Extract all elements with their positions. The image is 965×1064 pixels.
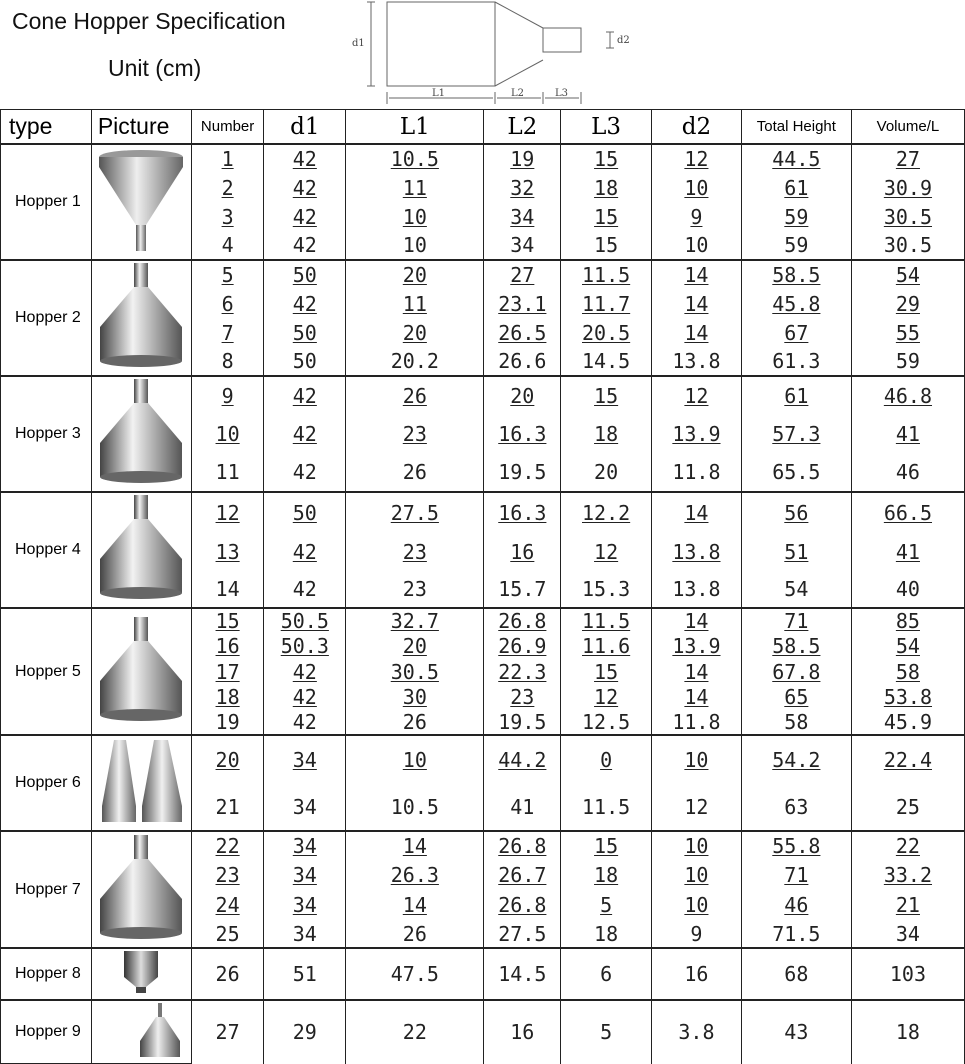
- cell-l1: 26: [346, 920, 484, 948]
- cell-l1: 20.2: [346, 347, 484, 376]
- cell-l1: 23: [346, 571, 484, 608]
- cell-total-height: 57.3: [741, 414, 851, 453]
- cell-d2: 14: [652, 319, 742, 348]
- cell-volume: 22: [851, 831, 964, 860]
- cell-l1: 14: [346, 831, 484, 860]
- cell-total-height: 58.5: [741, 633, 851, 659]
- cell-volume: 21: [851, 890, 964, 920]
- cell-d1: 34: [264, 890, 346, 920]
- cell-l1: 26.3: [346, 860, 484, 890]
- cell-l2: 34: [484, 232, 561, 260]
- cell-d2: 12: [652, 144, 742, 173]
- cell-l1: 26: [346, 454, 484, 492]
- cell-l1: 27.5: [346, 492, 484, 532]
- cell-number: 9: [191, 376, 264, 414]
- table-row: [1, 1000, 965, 1064]
- d1-label: d1: [352, 38, 365, 49]
- cell-d1: 50: [264, 260, 346, 289]
- cell-l3: 18: [561, 173, 652, 202]
- cell-l1: 20: [346, 319, 484, 348]
- cell-l3: 15: [561, 203, 652, 232]
- cell-volume: 46: [851, 454, 964, 492]
- cell-volume: 30.5: [851, 232, 964, 260]
- cell-l1: 20: [346, 633, 484, 659]
- cell-number: 22: [191, 831, 264, 860]
- col-number: Number: [191, 110, 264, 145]
- hopper-type-label: Hopper 5: [1, 608, 92, 735]
- cell-number: 13: [191, 532, 264, 570]
- cell-total-height: 54.2: [741, 735, 851, 783]
- cell-d2: 10: [652, 735, 742, 783]
- cell-l2: 26.9: [484, 633, 561, 659]
- cell-volume: 46.8: [851, 376, 964, 414]
- cell-l1: 30.5: [346, 659, 484, 684]
- cell-l2: 20: [484, 376, 561, 414]
- col-d1: d1: [264, 110, 346, 145]
- table-row: [1, 144, 965, 173]
- cell-l3: 15.3: [561, 571, 652, 608]
- cell-total-height: 59: [741, 203, 851, 232]
- cell-l2: 26.5: [484, 319, 561, 348]
- cone-hopper-icon: [91, 831, 191, 948]
- col-l3: L3: [561, 110, 652, 145]
- hopper-type-label: Hopper 4: [1, 492, 92, 608]
- cell-l3: 14.5: [561, 347, 652, 376]
- cell-d2: 10: [652, 173, 742, 202]
- cell-volume: 45.9: [851, 710, 964, 735]
- cell-l3: 12.2: [561, 492, 652, 532]
- cell-d2: 11.8: [652, 710, 742, 735]
- cell-d2: 12: [652, 783, 742, 831]
- cell-l1: 26: [346, 710, 484, 735]
- cell-l1: 22: [346, 1000, 484, 1064]
- cell-volume: 29: [851, 289, 964, 319]
- cell-l3: 18: [561, 920, 652, 948]
- cell-d2: 16: [652, 948, 742, 1000]
- cell-d1: 50.5: [264, 608, 346, 633]
- cell-d1: 51: [264, 948, 346, 1000]
- hopper-type-label: Hopper 6: [1, 735, 92, 831]
- cell-number: 20: [191, 735, 264, 783]
- spec-table-body: [1, 144, 965, 1064]
- cell-l2: 14.5: [484, 948, 561, 1000]
- cell-number: 8: [191, 347, 264, 376]
- cell-l2: 41: [484, 783, 561, 831]
- cell-l1: 10.5: [346, 783, 484, 831]
- cell-number: 16: [191, 633, 264, 659]
- cell-l3: 11.5: [561, 260, 652, 289]
- cell-d1: 42: [264, 173, 346, 202]
- cell-l3: 20: [561, 454, 652, 492]
- cell-number: 2: [191, 173, 264, 202]
- cell-total-height: 61: [741, 173, 851, 202]
- cell-l2: 44.2: [484, 735, 561, 783]
- cell-total-height: 71: [741, 860, 851, 890]
- spec-table: [0, 109, 965, 1064]
- hopper-type-label: Hopper 2: [1, 260, 92, 376]
- cell-l3: 15: [561, 376, 652, 414]
- cell-l1: 47.5: [346, 948, 484, 1000]
- cell-d2: 12: [652, 376, 742, 414]
- hopper-type-label: Hopper 9: [1, 1000, 92, 1064]
- cell-total-height: 58: [741, 710, 851, 735]
- cell-d1: 50: [264, 492, 346, 532]
- cell-d2: 9: [652, 920, 742, 948]
- cell-d2: 10: [652, 831, 742, 860]
- cell-l3: 0: [561, 735, 652, 783]
- table-row: [1, 260, 965, 289]
- cell-l1: 30: [346, 684, 484, 710]
- cell-total-height: 67: [741, 319, 851, 348]
- cell-total-height: 51: [741, 532, 851, 570]
- cell-volume: 59: [851, 347, 964, 376]
- cell-volume: 41: [851, 532, 964, 570]
- cell-volume: 34: [851, 920, 964, 948]
- cell-number: 12: [191, 492, 264, 532]
- cell-l2: 19.5: [484, 454, 561, 492]
- cell-l3: 20.5: [561, 319, 652, 348]
- cell-l2: 26.8: [484, 608, 561, 633]
- cell-total-height: 68: [741, 948, 851, 1000]
- cell-l1: 11: [346, 173, 484, 202]
- tall-funnel-icon: [91, 144, 191, 260]
- cell-l1: 32.7: [346, 608, 484, 633]
- col-l2: L2: [484, 110, 561, 145]
- cell-number: 27: [191, 1000, 264, 1064]
- col-total-height: Total Height: [741, 110, 851, 145]
- cell-d1: 34: [264, 735, 346, 783]
- cell-total-height: 43: [741, 1000, 851, 1064]
- cell-total-height: 59: [741, 232, 851, 260]
- hopper-dimension-diagram: [345, 0, 645, 108]
- l3-label: L3: [555, 88, 569, 99]
- cell-total-height: 45.8: [741, 289, 851, 319]
- d2-label: d2: [617, 35, 630, 46]
- cell-l2: 19.5: [484, 710, 561, 735]
- cell-d2: 10: [652, 232, 742, 260]
- cell-d1: 50: [264, 319, 346, 348]
- table-row: [1, 376, 965, 414]
- cell-d2: 14: [652, 289, 742, 319]
- cell-l2: 27: [484, 260, 561, 289]
- cell-l1: 10: [346, 232, 484, 260]
- cell-number: 11: [191, 454, 264, 492]
- cell-d2: 13.8: [652, 347, 742, 376]
- cell-volume: 41: [851, 414, 964, 453]
- cell-d2: 9: [652, 203, 742, 232]
- col-d2: d2: [652, 110, 742, 145]
- cell-volume: 66.5: [851, 492, 964, 532]
- cell-total-height: 65.5: [741, 454, 851, 492]
- cell-d2: 3.8: [652, 1000, 742, 1064]
- cell-l2: 26.8: [484, 890, 561, 920]
- cell-number: 18: [191, 684, 264, 710]
- cell-l2: 16.3: [484, 492, 561, 532]
- header-row: [1, 110, 965, 145]
- cell-l3: 11.5: [561, 608, 652, 633]
- cell-volume: 54: [851, 260, 964, 289]
- table-row: [1, 608, 965, 633]
- cell-l2: 26.8: [484, 831, 561, 860]
- cell-d2: 13.9: [652, 633, 742, 659]
- cell-l2: 32: [484, 173, 561, 202]
- cell-d1: 42: [264, 571, 346, 608]
- cell-d1: 34: [264, 831, 346, 860]
- cell-total-height: 61: [741, 376, 851, 414]
- cell-l3: 12: [561, 532, 652, 570]
- cell-total-height: 71.5: [741, 920, 851, 948]
- cell-d1: 42: [264, 684, 346, 710]
- cell-total-height: 65: [741, 684, 851, 710]
- cell-l1: 14: [346, 890, 484, 920]
- cell-number: 23: [191, 860, 264, 890]
- cell-volume: 22.4: [851, 735, 964, 783]
- cell-l3: 6: [561, 948, 652, 1000]
- cell-l1: 23: [346, 414, 484, 453]
- cell-l1: 10.5: [346, 144, 484, 173]
- cell-number: 21: [191, 783, 264, 831]
- cell-d1: 42: [264, 203, 346, 232]
- cell-l2: 19: [484, 144, 561, 173]
- cell-number: 17: [191, 659, 264, 684]
- hopper-type-label: Hopper 3: [1, 376, 92, 492]
- cell-total-height: 44.5: [741, 144, 851, 173]
- cell-number: 3: [191, 203, 264, 232]
- l1-label: L1: [432, 88, 446, 99]
- table-row: [1, 492, 965, 532]
- cell-d1: 34: [264, 783, 346, 831]
- cell-d1: 42: [264, 144, 346, 173]
- cell-total-height: 61.3: [741, 347, 851, 376]
- cell-volume: 103: [851, 948, 964, 1000]
- cell-d1: 42: [264, 454, 346, 492]
- cell-number: 10: [191, 414, 264, 453]
- cell-total-height: 71: [741, 608, 851, 633]
- cone-hopper-icon: [91, 376, 191, 492]
- cell-total-height: 46: [741, 890, 851, 920]
- unit-label: Unit (cm): [108, 55, 202, 81]
- cell-l1: 10: [346, 203, 484, 232]
- cell-l3: 5: [561, 890, 652, 920]
- cell-l3: 12: [561, 684, 652, 710]
- cell-d1: 42: [264, 289, 346, 319]
- cell-d2: 11.8: [652, 454, 742, 492]
- cell-l3: 18: [561, 860, 652, 890]
- cell-d1: 42: [264, 414, 346, 453]
- cell-d2: 14: [652, 260, 742, 289]
- cell-d2: 14: [652, 659, 742, 684]
- cell-number: 4: [191, 232, 264, 260]
- cell-d2: 14: [652, 608, 742, 633]
- cell-l2: 16: [484, 1000, 561, 1064]
- cell-volume: 40: [851, 571, 964, 608]
- cell-l1: 10: [346, 735, 484, 783]
- cell-d1: 34: [264, 920, 346, 948]
- cell-l1: 23: [346, 532, 484, 570]
- cell-volume: 18: [851, 1000, 964, 1064]
- cell-l2: 15.7: [484, 571, 561, 608]
- cell-volume: 33.2: [851, 860, 964, 890]
- cell-volume: 54: [851, 633, 964, 659]
- cell-number: 25: [191, 920, 264, 948]
- cell-volume: 85: [851, 608, 964, 633]
- cell-l2: 23.1: [484, 289, 561, 319]
- cell-d2: 14: [652, 684, 742, 710]
- table-row: [1, 948, 965, 1000]
- cell-number: 6: [191, 289, 264, 319]
- cell-volume: 30.9: [851, 173, 964, 202]
- cell-d1: 50: [264, 347, 346, 376]
- cone-hopper-icon: [91, 492, 191, 608]
- cell-volume: 55: [851, 319, 964, 348]
- cell-number: 7: [191, 319, 264, 348]
- cell-d2: 14: [652, 492, 742, 532]
- cell-number: 1: [191, 144, 264, 173]
- hopper-type-label: Hopper 1: [1, 144, 92, 260]
- cell-d2: 13.8: [652, 532, 742, 570]
- table-row: [1, 735, 965, 783]
- twin-cone-icon: [91, 735, 191, 831]
- l2-label: L2: [511, 88, 525, 99]
- col-l1: L1: [346, 110, 484, 145]
- cell-number: 26: [191, 948, 264, 1000]
- cell-d1: 42: [264, 376, 346, 414]
- cell-l3: 15: [561, 659, 652, 684]
- cell-d2: 10: [652, 860, 742, 890]
- cell-l1: 11: [346, 289, 484, 319]
- cell-volume: 25: [851, 783, 964, 831]
- cell-l1: 20: [346, 260, 484, 289]
- cell-l2: 23: [484, 684, 561, 710]
- cell-d1: 42: [264, 710, 346, 735]
- cell-l2: 34: [484, 203, 561, 232]
- cell-d2: 13.8: [652, 571, 742, 608]
- table-row: [1, 831, 965, 860]
- cell-total-height: 56: [741, 492, 851, 532]
- cell-volume: 30.5: [851, 203, 964, 232]
- hopper-type-label: Hopper 7: [1, 831, 92, 948]
- cell-l1: 26: [346, 376, 484, 414]
- cell-number: 24: [191, 890, 264, 920]
- cell-volume: 27: [851, 144, 964, 173]
- cell-l3: 15: [561, 831, 652, 860]
- page-title: Cone Hopper Specification: [12, 8, 286, 34]
- cell-number: 15: [191, 608, 264, 633]
- cell-total-height: 58.5: [741, 260, 851, 289]
- col-volume: Volume/L: [851, 110, 964, 145]
- cell-number: 19: [191, 710, 264, 735]
- cell-number: 14: [191, 571, 264, 608]
- cell-l2: 16.3: [484, 414, 561, 453]
- cell-l3: 11.6: [561, 633, 652, 659]
- cell-l3: 12.5: [561, 710, 652, 735]
- cell-l3: 18: [561, 414, 652, 453]
- cell-volume: 53.8: [851, 684, 964, 710]
- cell-l2: 27.5: [484, 920, 561, 948]
- cell-d1: 42: [264, 659, 346, 684]
- cell-l2: 16: [484, 532, 561, 570]
- cone-hopper-icon: [91, 608, 191, 735]
- cell-d1: 34: [264, 860, 346, 890]
- cell-d2: 13.9: [652, 414, 742, 453]
- hopper-type-label: Hopper 8: [1, 948, 92, 1000]
- small-cone-icon: [91, 1000, 191, 1064]
- cell-volume: 58: [851, 659, 964, 684]
- cell-l3: 5: [561, 1000, 652, 1064]
- cone-hopper-icon: [91, 260, 191, 376]
- col-type: type: [1, 110, 92, 145]
- cell-d1: 42: [264, 232, 346, 260]
- cell-d1: 42: [264, 532, 346, 570]
- short-funnel-icon: [91, 948, 191, 1000]
- cell-l2: 26.6: [484, 347, 561, 376]
- cell-l3: 11.7: [561, 289, 652, 319]
- cell-d1: 50.3: [264, 633, 346, 659]
- cell-d2: 10: [652, 890, 742, 920]
- cell-d1: 29: [264, 1000, 346, 1064]
- cell-l3: 15: [561, 232, 652, 260]
- cell-total-height: 54: [741, 571, 851, 608]
- cell-l2: 22.3: [484, 659, 561, 684]
- cell-total-height: 63: [741, 783, 851, 831]
- cell-l3: 15: [561, 144, 652, 173]
- cell-number: 5: [191, 260, 264, 289]
- cell-total-height: 55.8: [741, 831, 851, 860]
- cell-l3: 11.5: [561, 783, 652, 831]
- cell-l2: 26.7: [484, 860, 561, 890]
- col-picture: Picture: [91, 110, 191, 145]
- cell-total-height: 67.8: [741, 659, 851, 684]
